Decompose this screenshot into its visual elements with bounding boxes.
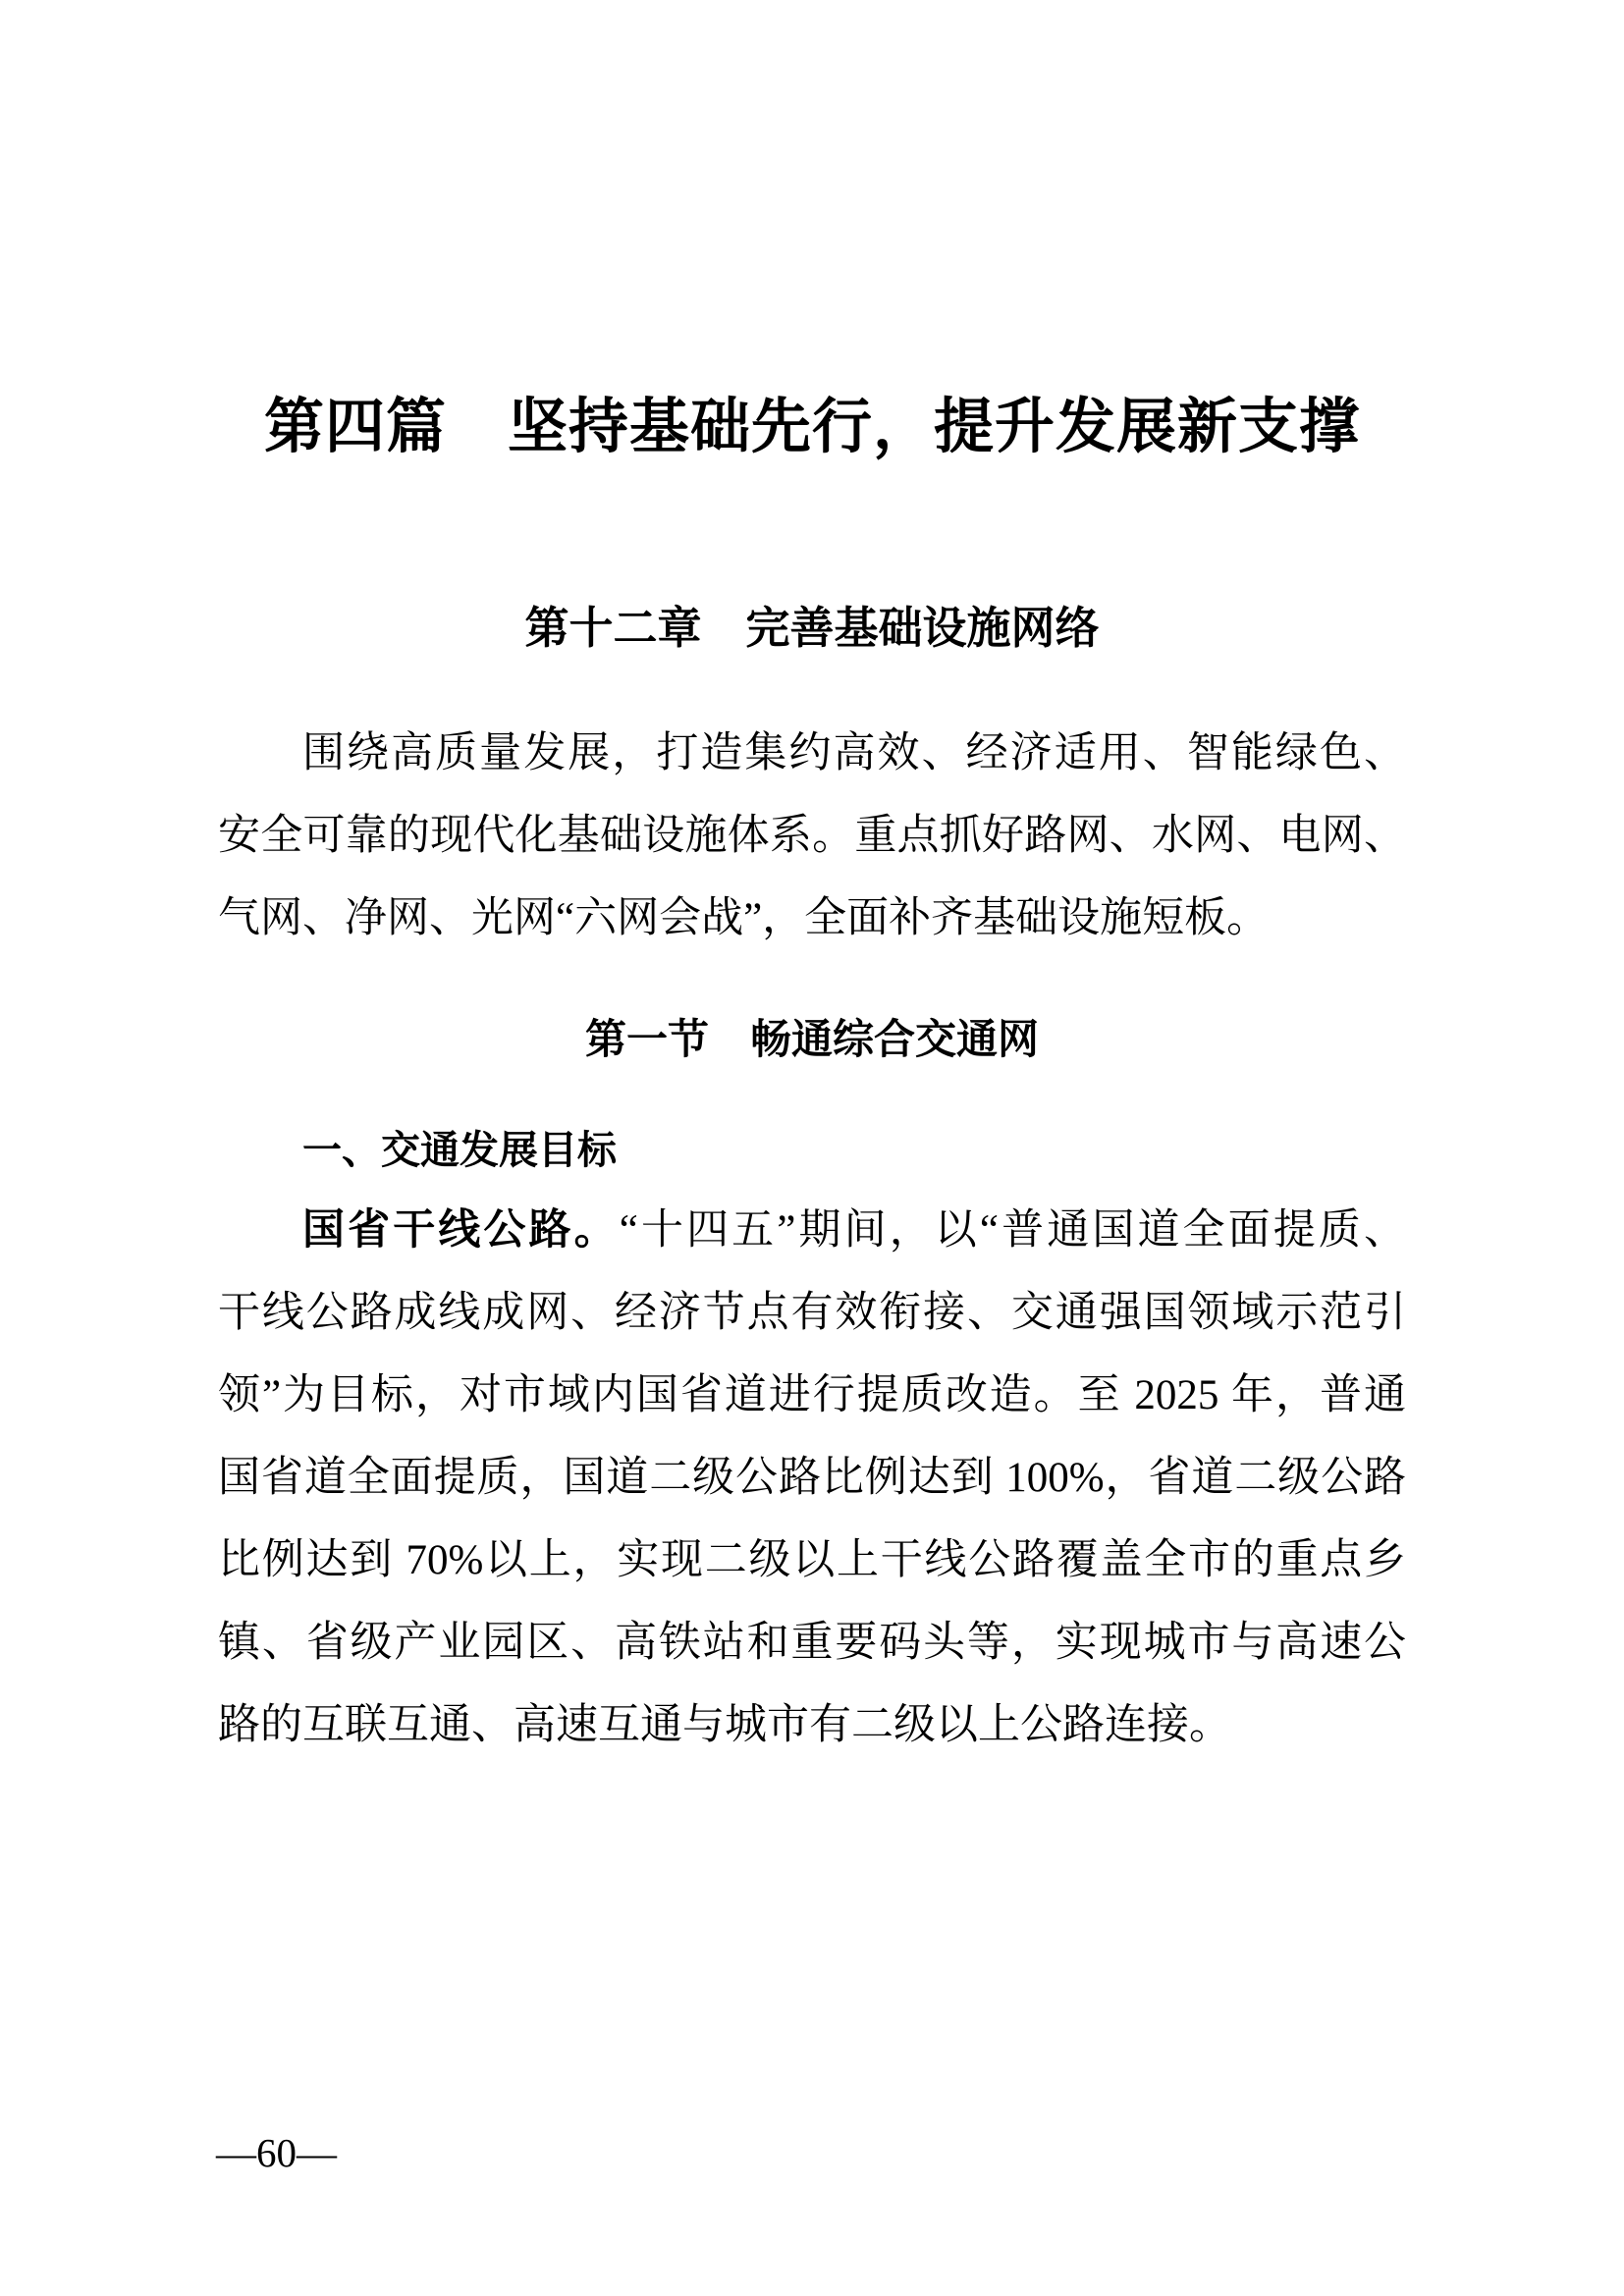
paragraph-bold-lead: 国省干线公路。	[302, 1207, 620, 1254]
paragraph-line: 气网、净网、光网“六网会战”，全面补齐基础设施短板。	[218, 895, 1270, 941]
paragraph-highway-goals	[218, 1190, 1406, 1767]
page-number: —60—	[216, 2130, 337, 2175]
paragraph-line: 领”为目标，对市域内国省道进行提质改造。至 2025 年，普通	[218, 1372, 1406, 1418]
paragraph-line: 干线公路成线成网、经济节点有效衔接、交通强国领域示范引	[218, 1290, 1406, 1336]
paragraph-line: 比例达到 70%以上，实现二级以上干线公路覆盖全市的重点乡	[218, 1537, 1406, 1583]
paragraph-line-text: “十四五”期间，以“普通国道全面提质、	[619, 1207, 1406, 1254]
paragraph-line	[218, 1190, 1406, 1272]
chapter-heading: 第十二章 完善基础设施网络	[524, 604, 1100, 653]
paragraph-line: 路的互联互通、高速互通与城市有二级以上公路连接。	[218, 1702, 1231, 1748]
paragraph-line: 安全可靠的现代化基础设施体系。重点抓好路网、水网、电网、	[218, 813, 1406, 859]
paragraph-infrastructure-overview	[218, 713, 1406, 960]
subsection-heading: 一、交通发展目标	[302, 1129, 617, 1172]
paragraph-line: 国省道全面提质，国道二级公路比例达到 100%，省道二级公路	[218, 1455, 1406, 1501]
paragraph-line: 围绕高质量发展，打造集约高效、经济适用、智能绿色、	[302, 730, 1406, 776]
paragraph-line: 镇、省级产业园区、高铁站和重要码头等，实现城市与高速公	[218, 1620, 1406, 1666]
section-heading: 第一节 畅通综合交通网	[584, 1016, 1039, 1062]
doc-title: 第四篇 坚持基础先行，提升发展新支撑	[263, 395, 1360, 460]
